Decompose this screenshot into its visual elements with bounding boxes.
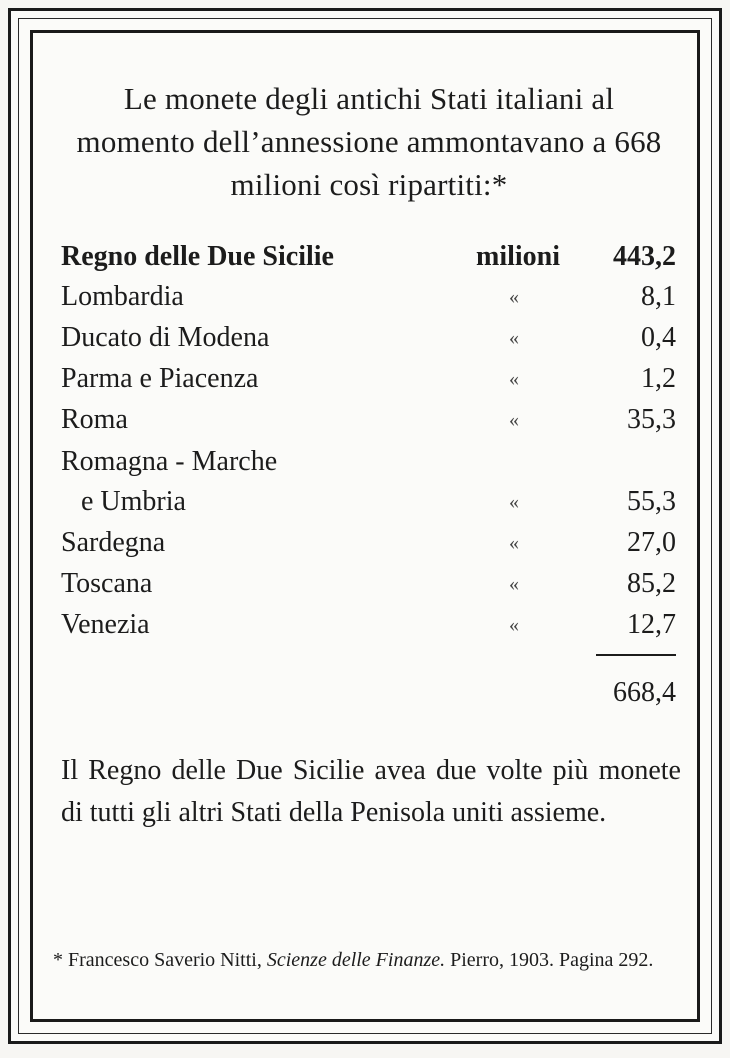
ditto-mark: « [509, 327, 519, 349]
ditto-mark: « [509, 368, 519, 390]
table-row [61, 523, 676, 563]
amount-value: 55,3 [627, 486, 676, 517]
amount-value: 27,0 [627, 527, 676, 558]
amount-value: 1,2 [641, 363, 676, 394]
unit-label: milioni [476, 241, 561, 272]
amount-value: 8,1 [641, 281, 676, 312]
state-name: Roma [61, 404, 128, 435]
total-rule [596, 654, 676, 656]
table-header-row [61, 237, 676, 277]
table-row [61, 277, 676, 317]
footnote-author: * Francesco Saverio Nitti, [53, 949, 267, 971]
amount-value: 12,7 [627, 609, 676, 640]
table-row [61, 400, 676, 440]
table-row [61, 482, 676, 522]
ditto-mark: « [509, 532, 519, 554]
conclusion-text: Il Regno delle Due Sicilie avea due volte più monete di tutti gli altri Stati della Penisola uniti assieme. [61, 755, 681, 828]
state-name: Parma e Piacenza [61, 363, 259, 394]
table-row [61, 442, 676, 482]
footnote [53, 946, 683, 974]
ditto-mark: « [509, 614, 519, 636]
state-name: Sardegna [61, 527, 166, 558]
table-row [61, 359, 676, 399]
state-name: Venezia [61, 609, 150, 640]
table-row [61, 605, 676, 645]
ditto-mark: « [509, 573, 519, 595]
state-name: Ducato di Modena [61, 322, 270, 353]
amount-value: 0,4 [641, 322, 676, 353]
state-name: Toscana [61, 568, 153, 599]
state-name: Regno delle Due Sicilie [61, 241, 334, 272]
table-row [61, 318, 676, 358]
footnote-publisher: Pierro, 1903. Pagina 292. [445, 949, 654, 971]
state-name: Lombardia [61, 281, 184, 312]
amount-value: 35,3 [627, 404, 676, 435]
footnote-book-title: Scienze delle Finanze. [266, 949, 446, 971]
document-body [33, 33, 697, 1019]
ditto-mark: « [509, 286, 519, 308]
amount-value: 443,2 [613, 241, 676, 272]
amount-value: 85,2 [627, 568, 676, 599]
intro-text: Le monete degli antichi Stati italiani al momento dell’annessione ammontavano a 668 milioni così ripartiti:* [76, 81, 662, 202]
total-value: 668,4 [613, 677, 676, 708]
table-row [61, 564, 676, 604]
state-name: Romagna - Marche [61, 446, 278, 477]
ditto-mark: « [509, 491, 519, 513]
state-name: e Umbria [81, 486, 186, 517]
ditto-mark: « [509, 409, 519, 431]
